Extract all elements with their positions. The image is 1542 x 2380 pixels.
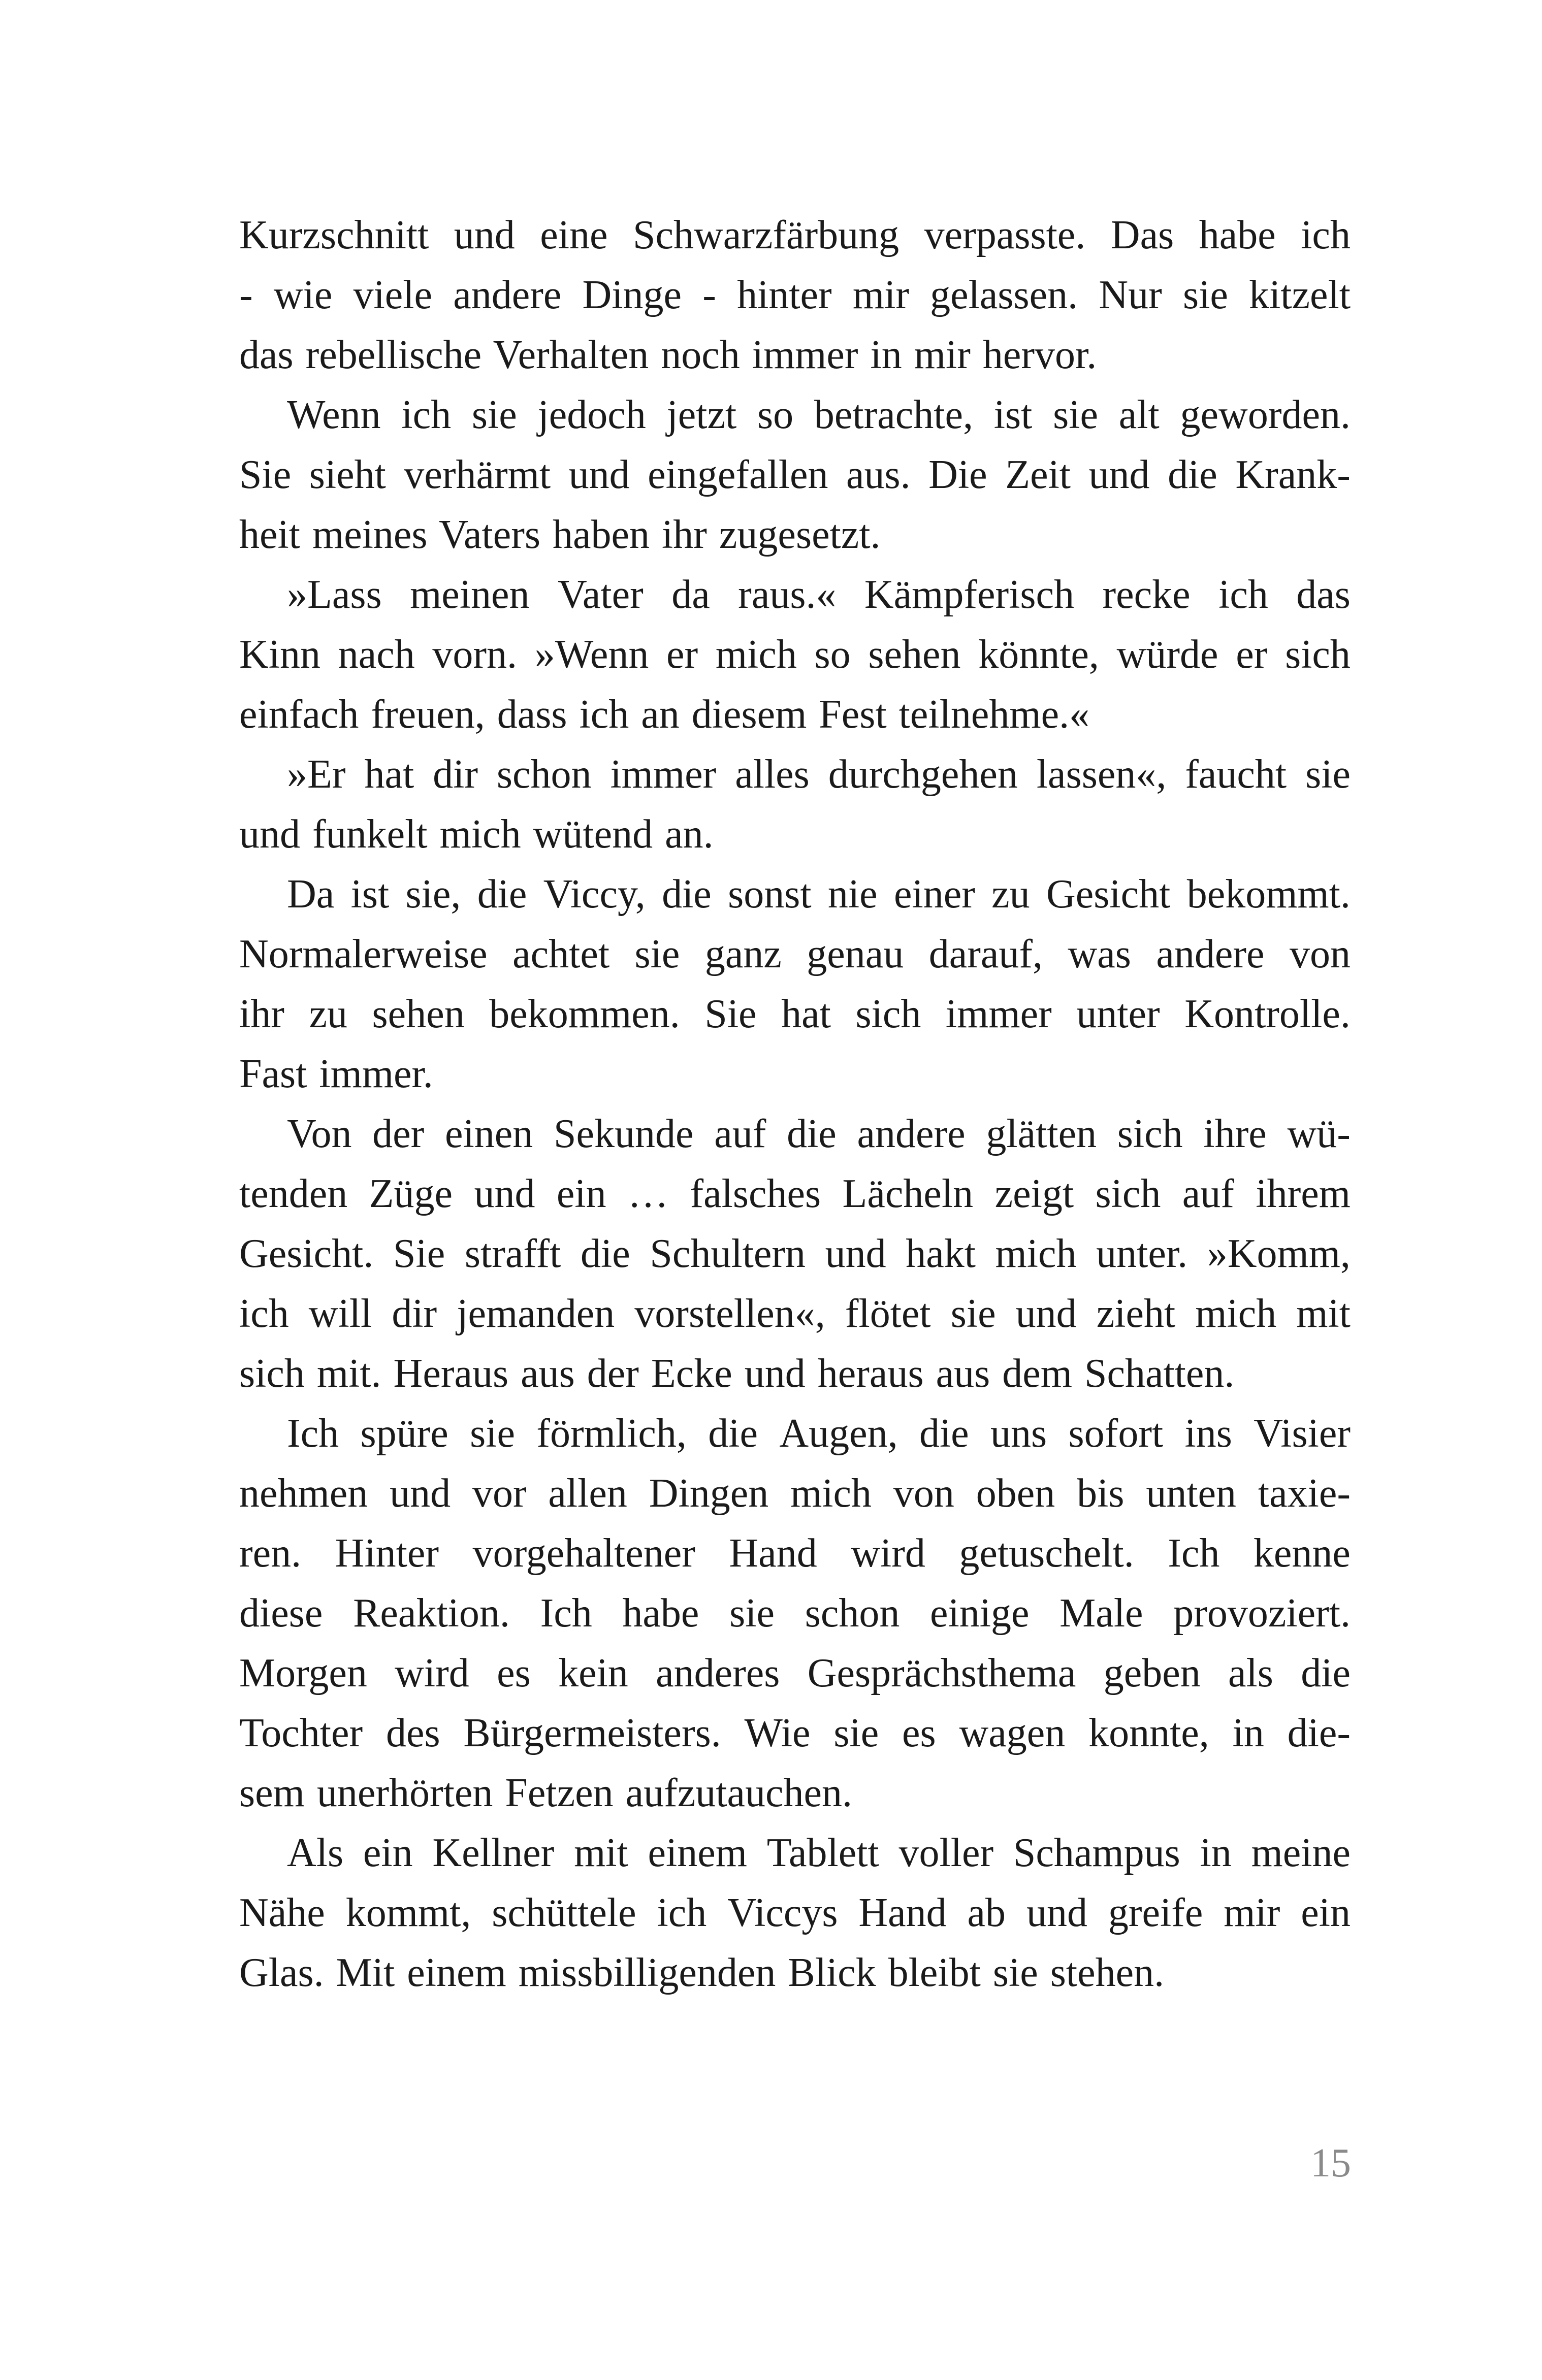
text-line: »Lass meinen Vater da raus.« Kämpferisch recke ich das: [287, 572, 1351, 617]
text-line: - wie viele andere Dinge - hinter mir gelassen. Nur sie kitzelt: [239, 273, 1351, 317]
text-line: »Er hat dir schon immer alles durchgehen lassen«, faucht sie: [287, 752, 1351, 797]
text-line: Nähe kommt, schüttele ich Viccys Hand ab und greife mir ein: [239, 1890, 1351, 1935]
text-line: Da ist sie, die Viccy, die sonst nie einer zu Gesicht bekommt.: [287, 872, 1351, 917]
paragraph: [239, 565, 1351, 744]
text-line: sem unerhörten Fetzen aufzutauchen.: [239, 1771, 853, 1815]
paragraph: [239, 1404, 1351, 1823]
paragraph: [239, 205, 1351, 385]
text-line: sich mit. Heraus aus der Ecke und heraus aus dem Schatten.: [239, 1351, 1235, 1396]
text-line: Kurzschnitt und eine Schwarzfärbung verpasste. Das habe ich: [239, 213, 1351, 257]
text-line: ren. Hinter vorgehaltener Hand wird getuschelt. Ich kenne: [239, 1531, 1351, 1576]
text-line: und funkelt mich wütend an.: [239, 812, 714, 857]
text-line: Glas. Mit einem missbilligenden Blick bleibt sie stehen.: [239, 1950, 1165, 1995]
text-line: Tochter des Bürgermeisters. Wie sie es wagen konnte, in die-: [239, 1711, 1351, 1755]
text-line: Ich spüre sie förmlich, die Augen, die uns sofort ins Visier: [287, 1411, 1351, 1456]
text-line: Wenn ich sie jedoch jetzt so betrachte, ist sie alt geworden.: [287, 393, 1351, 437]
text-line: ihr zu sehen bekommen. Sie hat sich immer unter Kontrolle.: [239, 992, 1351, 1036]
text-line: nehmen und vor allen Dingen mich von oben bis unten taxie-: [239, 1471, 1351, 1516]
text-line: einfach freuen, dass ich an diesem Fest teilnehme.«: [239, 692, 1090, 737]
text-line: das rebellische Verhalten noch immer in mir hervor.: [239, 333, 1097, 377]
paragraph: [239, 385, 1351, 565]
body-text: [239, 205, 1351, 2003]
text-line: Sie sieht verhärmt und eingefallen aus. Die Zeit und die Krank-: [239, 452, 1351, 497]
text-line: Fast immer.: [239, 1052, 433, 1096]
text-line: Normalerweise achtet sie ganz genau darauf, was andere von: [239, 932, 1351, 976]
text-line: Morgen wird es kein anderes Gesprächsthema geben als die: [239, 1651, 1351, 1696]
text-line: ich will dir jemanden vorstellen«, flötet sie und zieht mich mit: [239, 1291, 1351, 1336]
paragraph: [239, 1823, 1351, 2003]
text-line: Als ein Kellner mit einem Tablett voller Schampus in meine: [287, 1831, 1351, 1875]
text-line: diese Reaktion. Ich habe sie schon einige Male provoziert.: [239, 1591, 1351, 1636]
text-line: Von der einen Sekunde auf die andere glätten sich ihre wü-: [287, 1112, 1351, 1156]
paragraph: [239, 744, 1351, 864]
text-line: Gesicht. Sie strafft die Schultern und hakt mich unter. »Komm,: [239, 1231, 1351, 1276]
paragraph: [239, 1104, 1351, 1404]
text-line: heit meines Vaters haben ihr zugesetzt.: [239, 512, 881, 557]
text-line: Kinn nach vorn. »Wenn er mich so sehen könnte, würde er sich: [239, 632, 1351, 677]
page-number: 15: [1310, 2141, 1351, 2186]
text-line: tenden Züge und ein … falsches Lächeln zeigt sich auf ihrem: [239, 1171, 1351, 1216]
paragraph: [239, 864, 1351, 1104]
